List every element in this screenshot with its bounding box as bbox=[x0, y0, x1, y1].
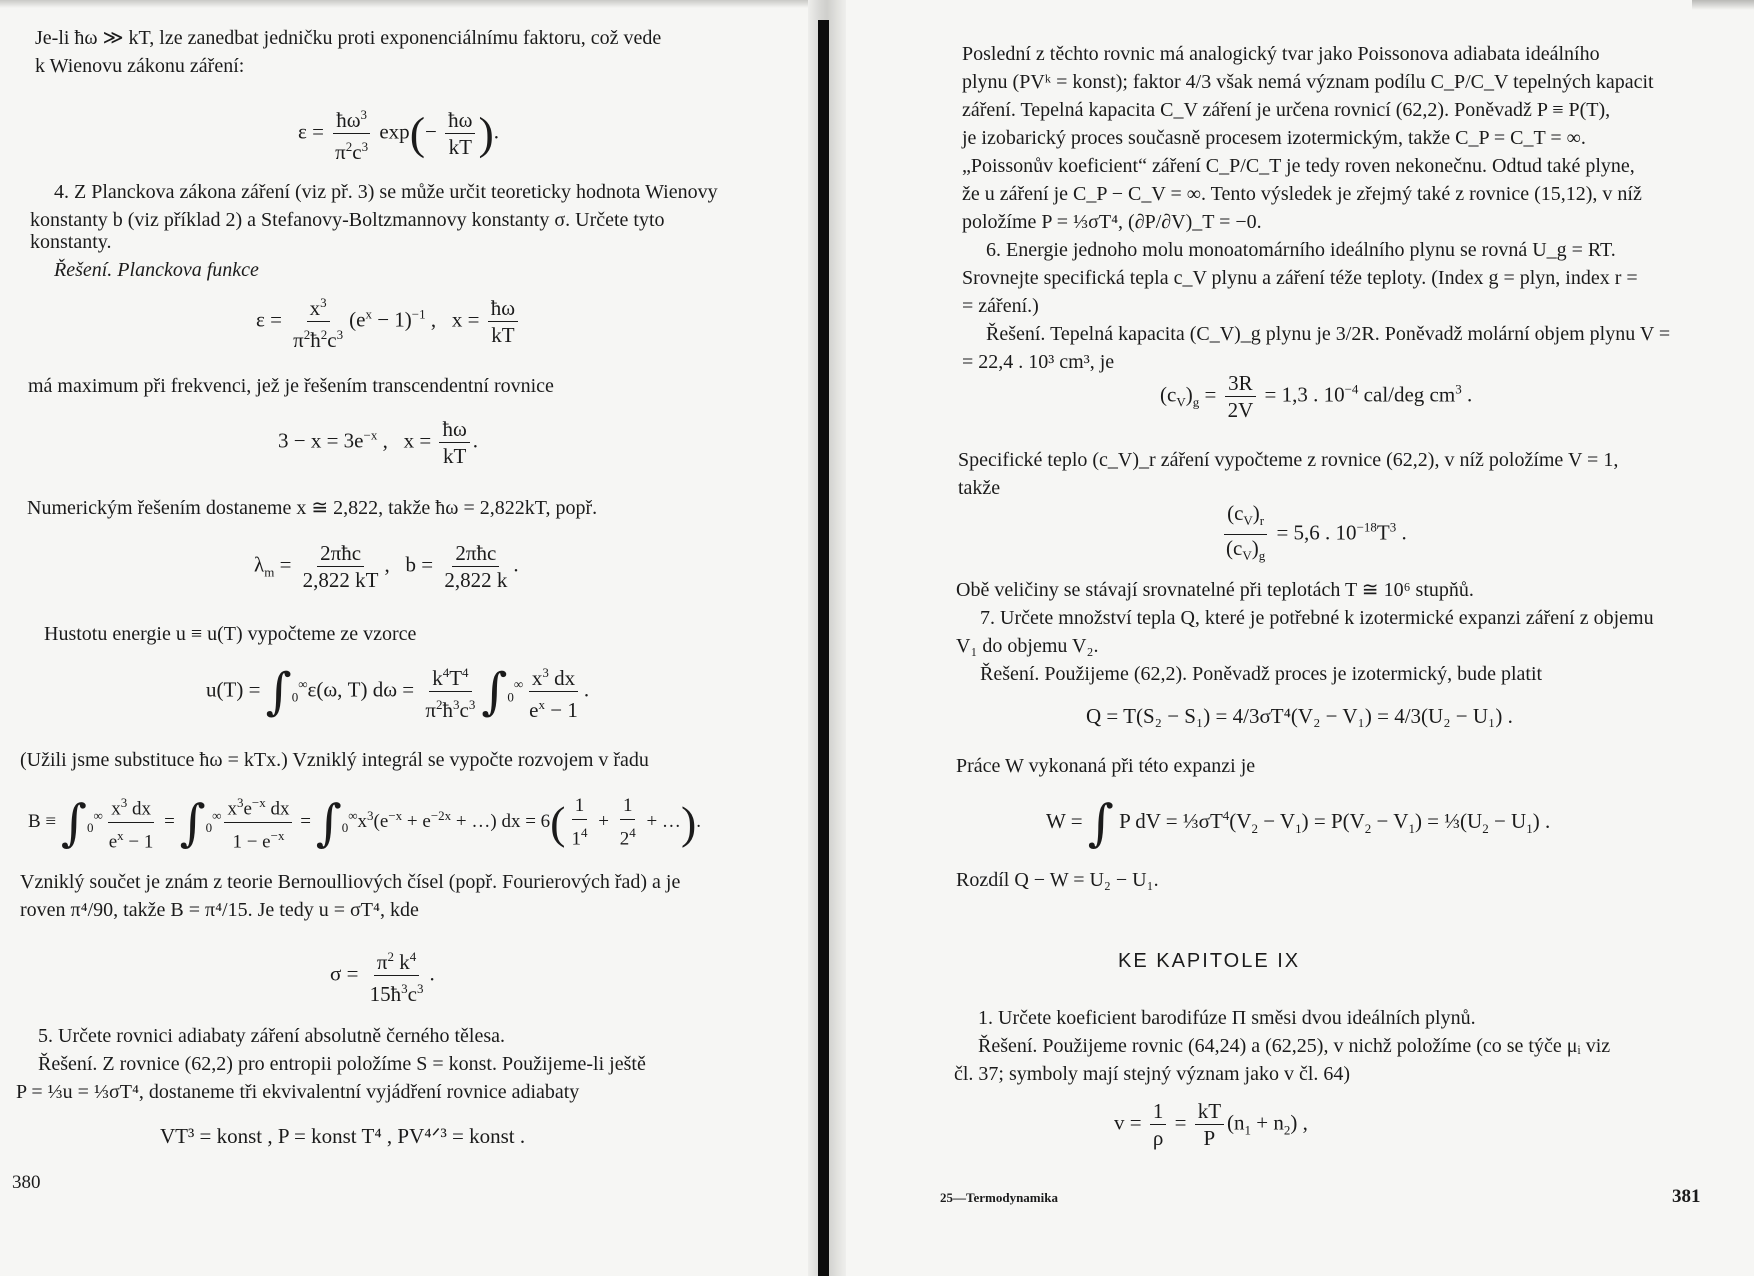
equation-energy-density: $u(T) = \int_0^\infty\varepsilon(\omega$, T) dω = $\frac{k^4T^4}{\pi^2ħ^3c^3}$ $\int_0^\infty$ $\frac{x^3 dx}{e^x - 1}$ . bbox=[206, 660, 589, 723]
right-line-2: plynu (PVᵏ = konst); faktor 4/3 však nemá význam podílu C_P/C_V tepelných kapacit bbox=[962, 71, 1654, 93]
page-number-right: 381 bbox=[1672, 1186, 1701, 1207]
right-line-3: záření. Tepelná kapacita C_V záření je určena rovnicí (62,2). Poněvadž P ≡ P(T), bbox=[962, 99, 1611, 121]
left-line-1: Je-li ħω ≫ kT, lze zanedbat jedničku proti exponenciálnímu faktoru, což vede bbox=[35, 27, 662, 49]
equation-Q: Q = T(S₂ − S₁) = 4/3σT⁴(V₂ − V₁) = 4/3(U₂ − U₁) . bbox=[1086, 704, 1513, 728]
equation-adiabata: VT³ = konst , P = konst T⁴ , PV⁴ᐟ³ = konst . bbox=[160, 1124, 526, 1148]
right-line-4: je izobarický proces současně procesem izotermickým, takže C_P = C_T = ∞. bbox=[962, 127, 1586, 149]
left-line-4: konstanty b (viz příklad 2) a Stefanovy-Boltzmannovy konstanty σ. Určete tyto bbox=[30, 209, 665, 231]
page-right bbox=[846, 0, 1754, 1276]
right-line-10: = záření.) bbox=[962, 295, 1039, 317]
right-line-15: Obě veličiny se stávají srovnatelné při teplotách T ≅ 10⁶ stupňů. bbox=[956, 579, 1474, 601]
equation-cv-ratio: $\frac{(c_V)_r}{(c_V)_g}$ = 5,6 . $10^{-18}T^3$ . bbox=[1226, 501, 1407, 564]
right-line-19: Práce W vykonaná při této expanzi je bbox=[956, 755, 1256, 777]
equation-v: v = $\frac{1}{\rho}$ = $\frac{kT}{P}$ $(n_1 + n_2)$ , bbox=[1114, 1099, 1308, 1150]
left-line-14: Řešení. Z rovnice (62,2) pro entropii položíme S = konst. Použijeme-li ještě bbox=[38, 1053, 646, 1075]
scan-edge bbox=[0, 0, 808, 8]
right-line-14: takže bbox=[958, 477, 1001, 499]
equation-W: W = ∫ P dV = $\frac{1}{3}\sigma T^4(V_2 - V_1) = P(V_2 - V_1)$ = $\frac{1}{3}(U_2 - U_1)$ . bbox=[1046, 794, 1551, 852]
signature-footer: 25—Termodynamika bbox=[940, 1190, 1058, 1205]
right-line-9: Srovnejte specifická tepla c_V plynu a záření téže teploty. (Index g = plyn, index r = bbox=[962, 267, 1638, 289]
left-line-6: Řešení. Planckova funkce bbox=[54, 259, 259, 281]
left-line-12: roven π⁴/90, takže B = π⁴/15. Je tedy u = σT⁴, kde bbox=[20, 899, 419, 921]
equation-sigma: σ = $\frac{\pi^2 k^4}{15ħ^3c^3}$ . bbox=[330, 944, 435, 1007]
equation-cv-gas: $(c_V)_g$ = $\frac{3R}{2V}$ = 1,3 . $10^{-4}$ cal/deg $cm^3$ . bbox=[1160, 371, 1473, 422]
right-line-5: „Poissonův koeficient“ záření C_P/C_T je tedy roven nekonečnu. Odtud také plyne, bbox=[962, 155, 1635, 177]
left-line-13: 5. Určete rovnici adiabaty záření absolutně černého tělesa. bbox=[38, 1025, 506, 1047]
right-line-7: položíme P = ⅓σT⁴, (∂P/∂V)_T = −0. bbox=[962, 211, 1262, 233]
left-line-8: Numerickým řešením dostaneme x ≅ 2,822, takže ħω = 2,822kT, popř. bbox=[27, 497, 598, 519]
right-line-22: Řešení. Použijeme rovnic (64,24) a (62,25), v nichž položíme (co se týče μᵢ viz bbox=[978, 1035, 1611, 1057]
equation-lambda-b: $\lambda_m$ = $\frac{\text{2πħc}}{2,822 kT}$ , b = $\frac{\text{2πħc}}{2,822 k}$ . bbox=[254, 541, 519, 592]
left-line-10: (Užili jsme substituce ħω = kTx.) Vzniklý integrál se vypočte rozvojem v řadu bbox=[20, 749, 649, 771]
page-left bbox=[0, 0, 808, 1276]
left-line-2: k Wienovu zákonu záření: bbox=[35, 55, 245, 77]
equation-planck: ε = $\frac{x^3}{\pi^2ħ^2c^3}$ $(e^x - 1)^{-1}$ , x = $\frac{ħ\omega}{kT}$ bbox=[256, 290, 521, 353]
right-line-16: 7. Určete množství tepla Q, které je potřebné k izotermické expanzi záření z objemu bbox=[980, 607, 1654, 629]
chapter-heading: KE KAPITOLE IX bbox=[1118, 950, 1301, 972]
right-line-13: Specifické teplo (c_V)_r záření vypočteme z rovnice (62,2), v níž položíme V = 1, bbox=[958, 449, 1619, 471]
scan-edge bbox=[1692, 0, 1754, 10]
left-line-5: konstanty. bbox=[30, 231, 112, 253]
right-line-8: 6. Energie jednoho molu monoatomárního ideálního plynu se rovná U_g = RT. bbox=[986, 239, 1616, 261]
right-line-1: Poslední z těchto rovnic má analogický tvar jako Poissonova adiabata ideálního bbox=[962, 43, 1600, 65]
left-line-11: Vzniklý součet je znám z teorie Bernoulliových čísel (popř. Fourierových řad) a je bbox=[20, 871, 681, 893]
equation-transcendent: $3 - x = 3e^{-x}$ , x = $\frac{ħ\omega}{kT}$ . bbox=[278, 417, 479, 468]
equation-wien: ε = $\frac{ħ\omega^3}{\pi^2c^3}$ exp(− $\frac{ħ\omega}{kT}$ ). bbox=[298, 102, 499, 165]
left-line-9: Hustotu energie u ≡ u(T) vypočteme ze vzorce bbox=[44, 623, 417, 645]
right-line-6: že u záření je C_P − C_V = ∞. Tento výsledek je zřejmý také z rovnice (15,12), v níž bbox=[962, 183, 1642, 205]
right-line-12: = 22,4 . 10³ cm³, je bbox=[962, 351, 1115, 373]
right-line-20: Rozdíl Q − W = U₂ − U₁. bbox=[956, 869, 1159, 891]
equation-series-B: $B \equiv \int_0^\infty$ $\frac{x^3 dx}{e^x - 1}$ = $\int_0^\infty$ $\frac{x^3e^{-x} dx}{1 - e^{-x}}$ = $\int_0^\infty x^3(e^{-x} + e^{-2x}$ + …) dx = 6( $\frac{1}{1^4}$ + $\frac{1}{2^4}$ + …). bbox=[28, 790, 701, 856]
right-line-18: Řešení. Použijeme (62,2). Poněvadž proces je izotermický, bude platit bbox=[980, 663, 1543, 685]
right-line-23: čl. 37; symboly mají stejný význam jako v čl. 64) bbox=[954, 1063, 1351, 1085]
left-line-3: 4. Z Planckova zákona záření (viz př. 3) se může určit teoreticky hodnota Wienovy bbox=[54, 181, 718, 203]
page-number-left: 380 bbox=[12, 1172, 41, 1193]
gutter-bar bbox=[818, 20, 829, 1276]
left-line-7: má maximum při frekvenci, jež je řešením transcendentní rovnice bbox=[28, 375, 554, 397]
right-line-21: 1. Určete koeficient barodifúze Π směsi dvou ideálních plynů. bbox=[978, 1007, 1476, 1029]
right-line-11: Řešení. Tepelná kapacita (C_V)_g plynu je 3/2R. Poněvadž molární objem plynu V = bbox=[986, 323, 1671, 345]
left-line-15: P = ⅓u = ⅓σT⁴, dostaneme tři ekvivalentní vyjádření rovnice adiabaty bbox=[16, 1081, 580, 1103]
right-line-17: V₁ do objemu V₂. bbox=[956, 635, 1099, 657]
